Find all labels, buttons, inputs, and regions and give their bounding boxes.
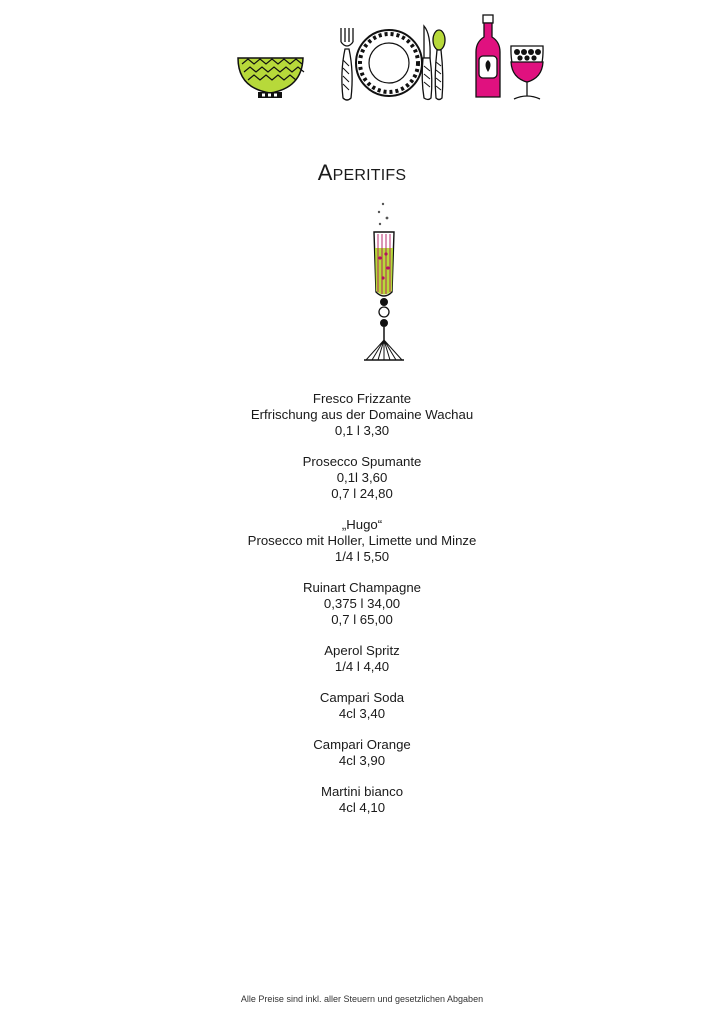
wine-glass-icon bbox=[511, 46, 543, 99]
title-rest: PERITIFS bbox=[332, 167, 407, 184]
knife-icon bbox=[422, 26, 432, 100]
item-name: Campari Soda bbox=[319, 690, 405, 705]
menu-item bbox=[0, 690, 724, 722]
champagne-glass-icon bbox=[350, 198, 414, 366]
item-price: 0,1 l 3,30 bbox=[334, 423, 390, 438]
item-price: 1/4 l 4,40 bbox=[334, 659, 390, 674]
title-first-letter: A bbox=[317, 160, 333, 185]
item-price: 4cl 4,10 bbox=[338, 800, 386, 815]
menu-item bbox=[0, 737, 724, 769]
menu-item bbox=[0, 517, 724, 565]
menu-item bbox=[0, 454, 724, 502]
item-price: 0,1l 3,60 bbox=[336, 470, 388, 485]
item-name: Martini bianco bbox=[320, 784, 404, 799]
item-name: Prosecco Spumante bbox=[302, 454, 422, 469]
item-name: Fresco Frizzante bbox=[312, 391, 412, 406]
fork-icon bbox=[341, 28, 353, 100]
item-price: 0,375 l 34,00 bbox=[323, 596, 401, 611]
menu-item bbox=[0, 784, 724, 816]
item-name: „Hugo“ bbox=[341, 517, 383, 532]
item-name: Campari Orange bbox=[313, 737, 411, 752]
aperitif-list bbox=[0, 391, 724, 831]
item-price: 0,7 l 65,00 bbox=[331, 612, 393, 627]
spoon-icon bbox=[433, 30, 445, 100]
item-name: Aperol Spritz bbox=[324, 643, 400, 658]
page-title bbox=[0, 160, 724, 186]
bowl-icon bbox=[238, 58, 304, 98]
wine-bottle-icon bbox=[476, 15, 500, 97]
footer-note: Alle Preise sind inkl. aller Steuern und gesetzlichen Abgaben bbox=[240, 994, 484, 1004]
item-description: Erfrischung aus der Domaine Wachau bbox=[250, 407, 474, 422]
item-price: 4cl 3,90 bbox=[338, 753, 386, 768]
item-description: Prosecco mit Holler, Limette und Minze bbox=[247, 533, 477, 548]
plate-icon bbox=[356, 30, 422, 96]
item-price: 4cl 3,40 bbox=[338, 706, 386, 721]
item-name: Ruinart Champagne bbox=[302, 580, 422, 595]
menu-item bbox=[0, 643, 724, 675]
item-price: 1/4 l 5,50 bbox=[334, 549, 390, 564]
header-illustrations bbox=[0, 0, 724, 120]
menu-item bbox=[0, 580, 724, 628]
menu-item bbox=[0, 391, 724, 439]
item-price: 0,7 l 24,80 bbox=[331, 486, 393, 501]
